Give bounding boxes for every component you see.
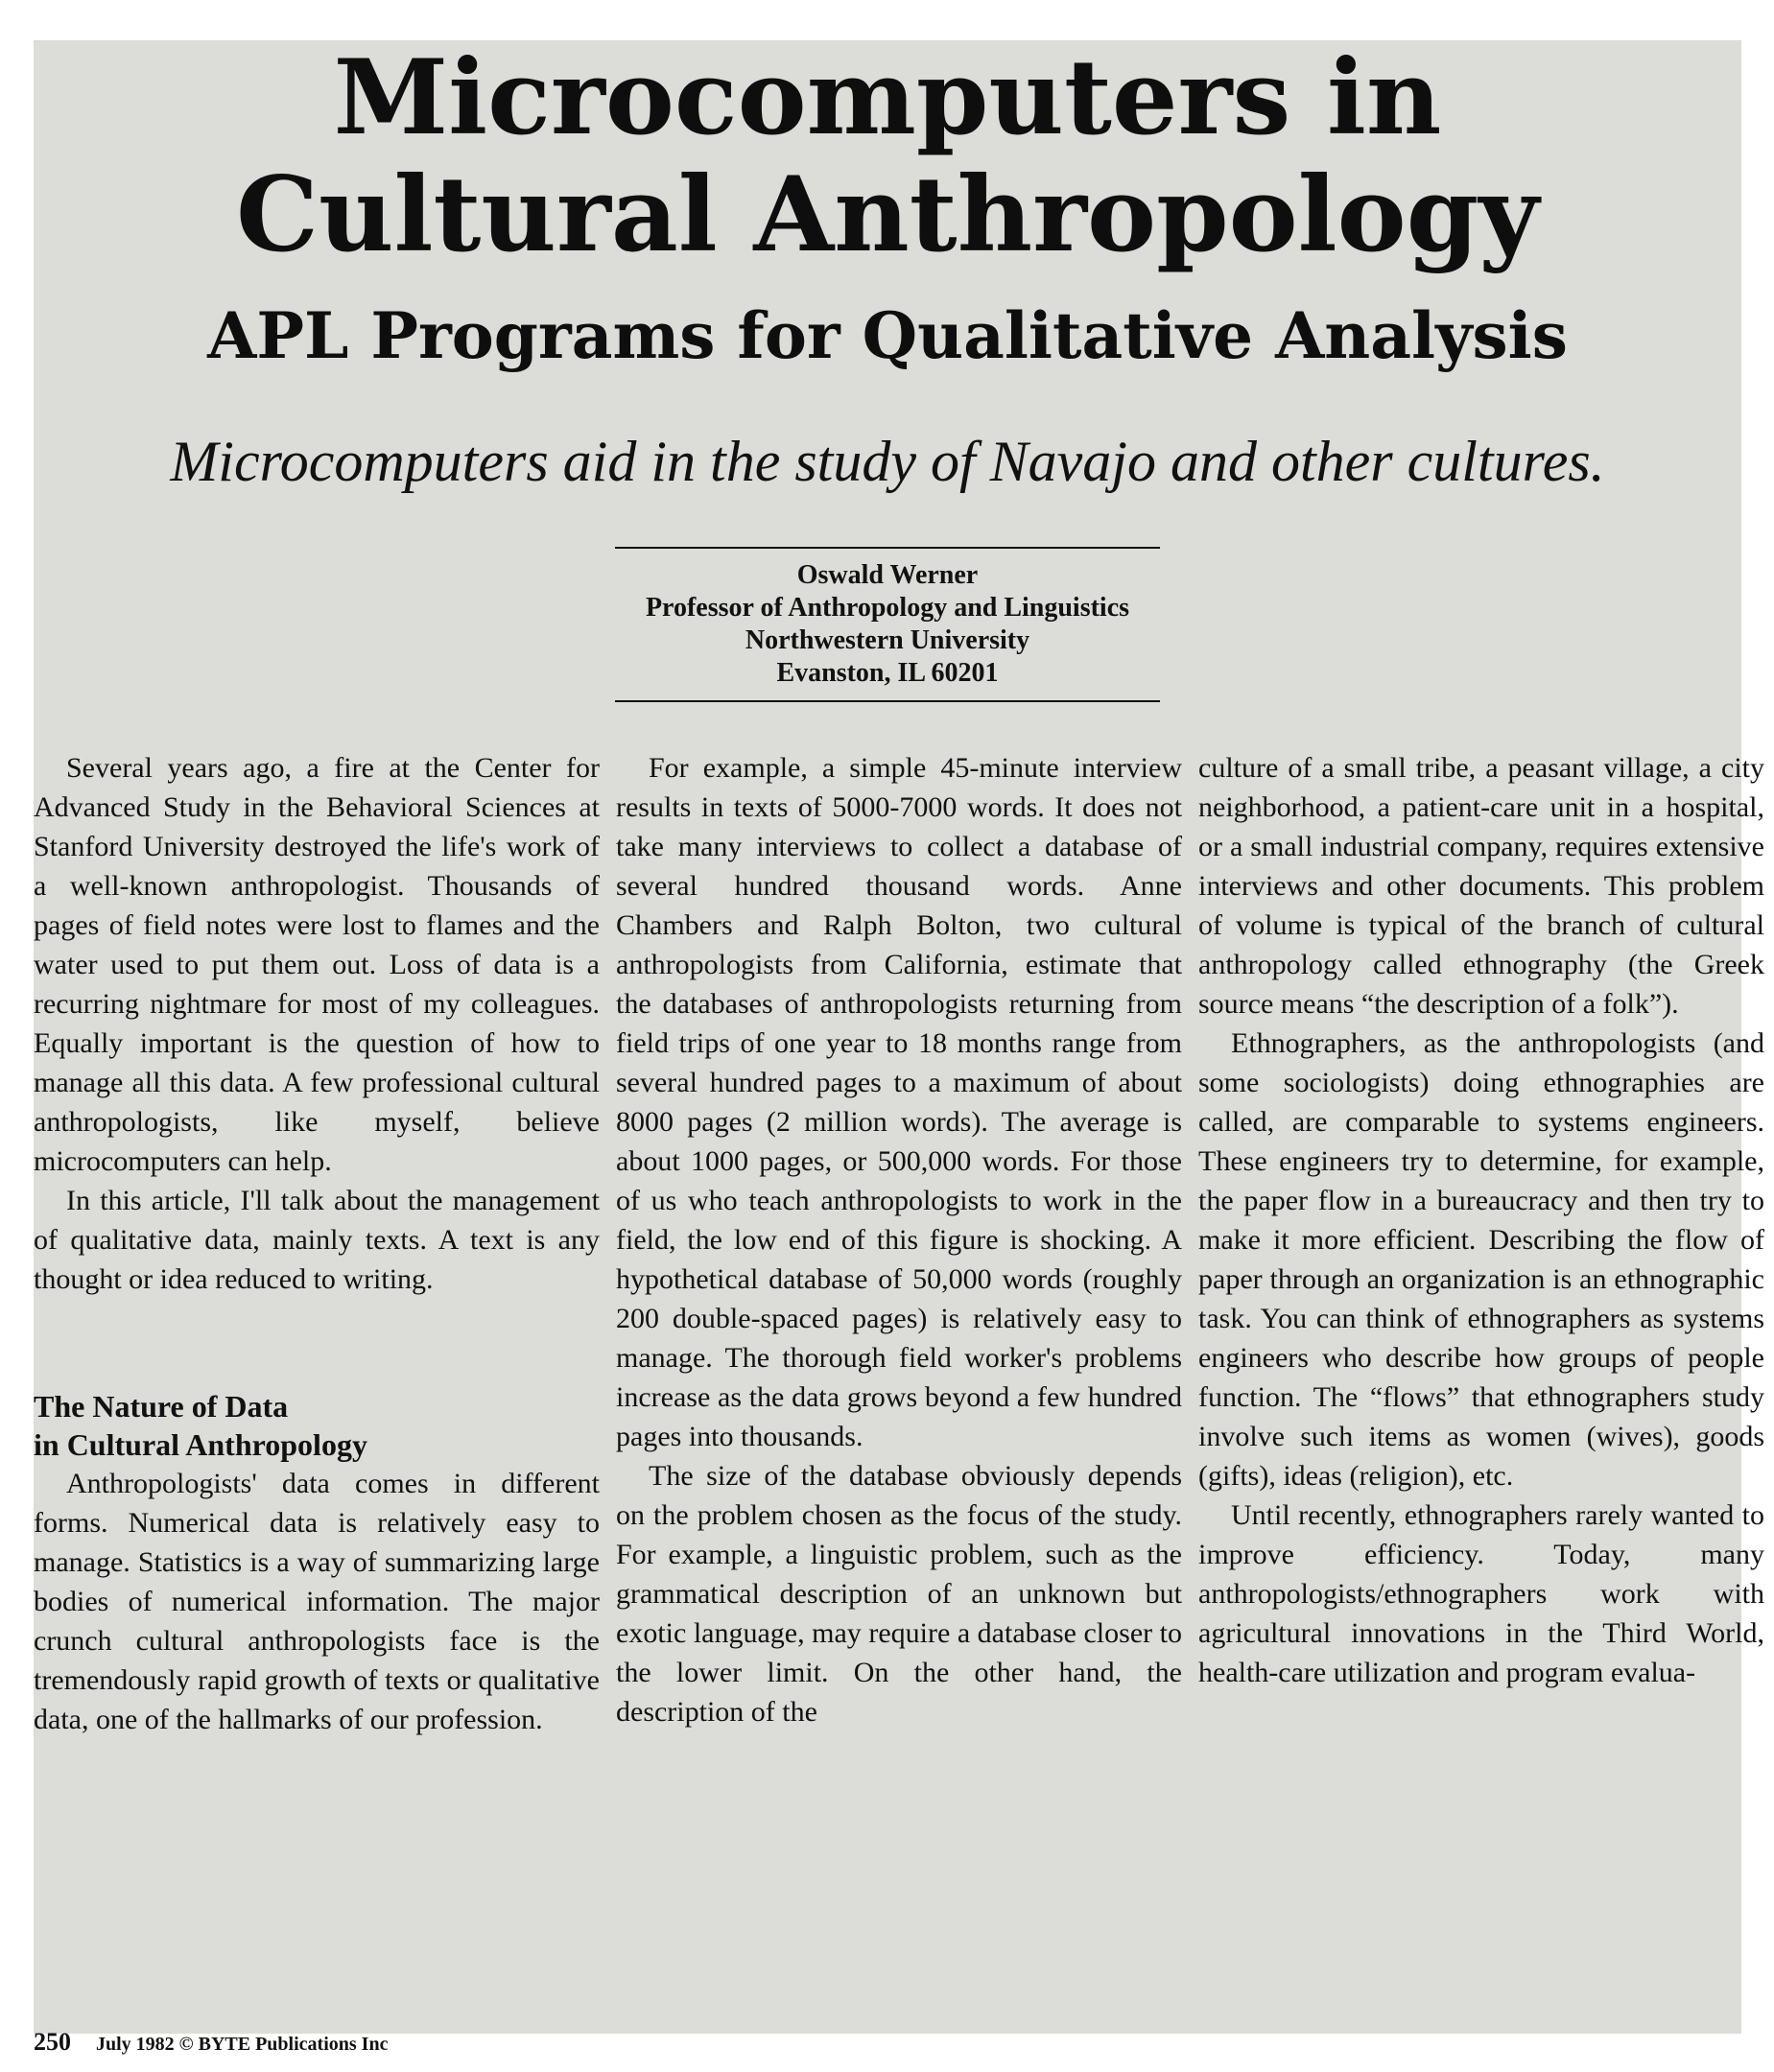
paragraph: Ethnographers, as the anthropologists (and some sociologists) doing ethnographies are called, are comparable to systems engineers. These engineers try to determine, for example, the paper flow in a bureaucracy and then try to make it more efficient. Describing the flow of paper through an organization is an ethnographic task. You can think of ethnographers as systems engineers who describe how groups of people function. The “flows” that ethnographers study involve such items as women (wives), goods (gifts), ideas (religion), etc. [1198,1027,1764,1492]
issue-credit: July 1982 © BYTE Publications Inc [96,2034,389,2055]
section-heading-line-1: The Nature of Data [34,1389,289,1424]
paragraph: Until recently, ethnographers rarely wanted to improve efficiency. Today, many anthropologists/ethnographers work with agricultural innovations in the Third World, health-care utilization and program evalua- [1198,1499,1764,1688]
article-title-line-1: Microcomputers in [333,37,1442,158]
text-column-3 [1198,748,1764,1692]
author-institution: Northwestern University [745,625,1030,655]
text-column-2 [616,748,1182,1731]
paragraph: culture of a small tribe, a peasant village, a city neighborhood, a patient-care unit in a hospital, or a small industrial company, requires extensive interviews and other documents. This problem of volume is typical of the branch of cultural anthropology called ethnography (the Greek source means “the description of a folk”). [1198,752,1764,1020]
paragraph: Several years ago, a fire at the Center for Advanced Study in the Behavioral Sciences at Stanford University destroyed the life's work of a well-known anthropologist. Thousands of pages of field notes were lost to flames and the water used to put them out. Loss of data is a recurring nightmare for most of my colleagues. Equally important is the question of how to manage all this data. A few professional cultural anthropologists, like myself, believe microcomputers can help. [34,752,600,1177]
article-deck: Microcomputers aid in the study of Navajo and other cultures. [170,430,1605,493]
byline-bottom-rule [615,700,1160,702]
article-title-line-2: Cultural Anthropology [236,154,1539,275]
article-subtitle: APL Programs for Qualitative Analysis [207,298,1568,373]
author-position: Professor of Anthropology and Linguistics [645,593,1130,623]
section-heading [34,1387,600,1464]
page-number: 250 [34,2028,71,2056]
magazine-page [34,37,1764,2056]
paragraph: The size of the database obviously depends on the problem chosen as the focus of the study. For example, a linguistic problem, such as the grammatical description of an unknown but exotic language, may require a database closer to the lower limit. On the other hand, the description of the [616,1460,1182,1728]
author-address: Evanston, IL 60201 [776,658,999,688]
paragraph: Anthropologists' data comes in different forms. Numerical data is relatively easy to manage. Statistics is a way of summarizing large bodies of numerical information. The major crunch cultural anthropologists face is the tremendously rapid growth of texts or qualitative data, one of the hallmarks of our profession. [34,1468,600,1735]
author-byline [567,559,1208,690]
author-name: Oswald Werner [796,560,979,590]
byline-top-rule [615,547,1160,549]
section-heading-line-2: in Cultural Anthropology [34,1427,367,1462]
text-column-1 [34,748,600,1739]
page-footer [34,2030,388,2057]
paragraph: For example, a simple 45-minute interview results in texts of 5000-7000 words. It does not take many interviews to collect a database of several hundred thousand words. Anne Chambers and Ralph Bolton, two cultural anthropologists from California, estimate that the databases of anthropologists returning from field trips of one year to 18 months range from several hundred pages to a maximum of about 8000 pages (2 million words). The average is about 1000 pages, or 500,000 words. For those of us who teach anthropologists to work in the field, the low end of this figure is shocking. A hypothetical database of 50,000 words (roughly 200 double-spaced pages) is relatively easy to manage. The thorough field worker's problems increase as the data grows beyond a few hundred pages into thousands. [616,752,1182,1452]
paragraph: In this article, I'll talk about the management of qualitative data, mainly texts. A text is any thought or idea reduced to writing. [34,1185,600,1295]
